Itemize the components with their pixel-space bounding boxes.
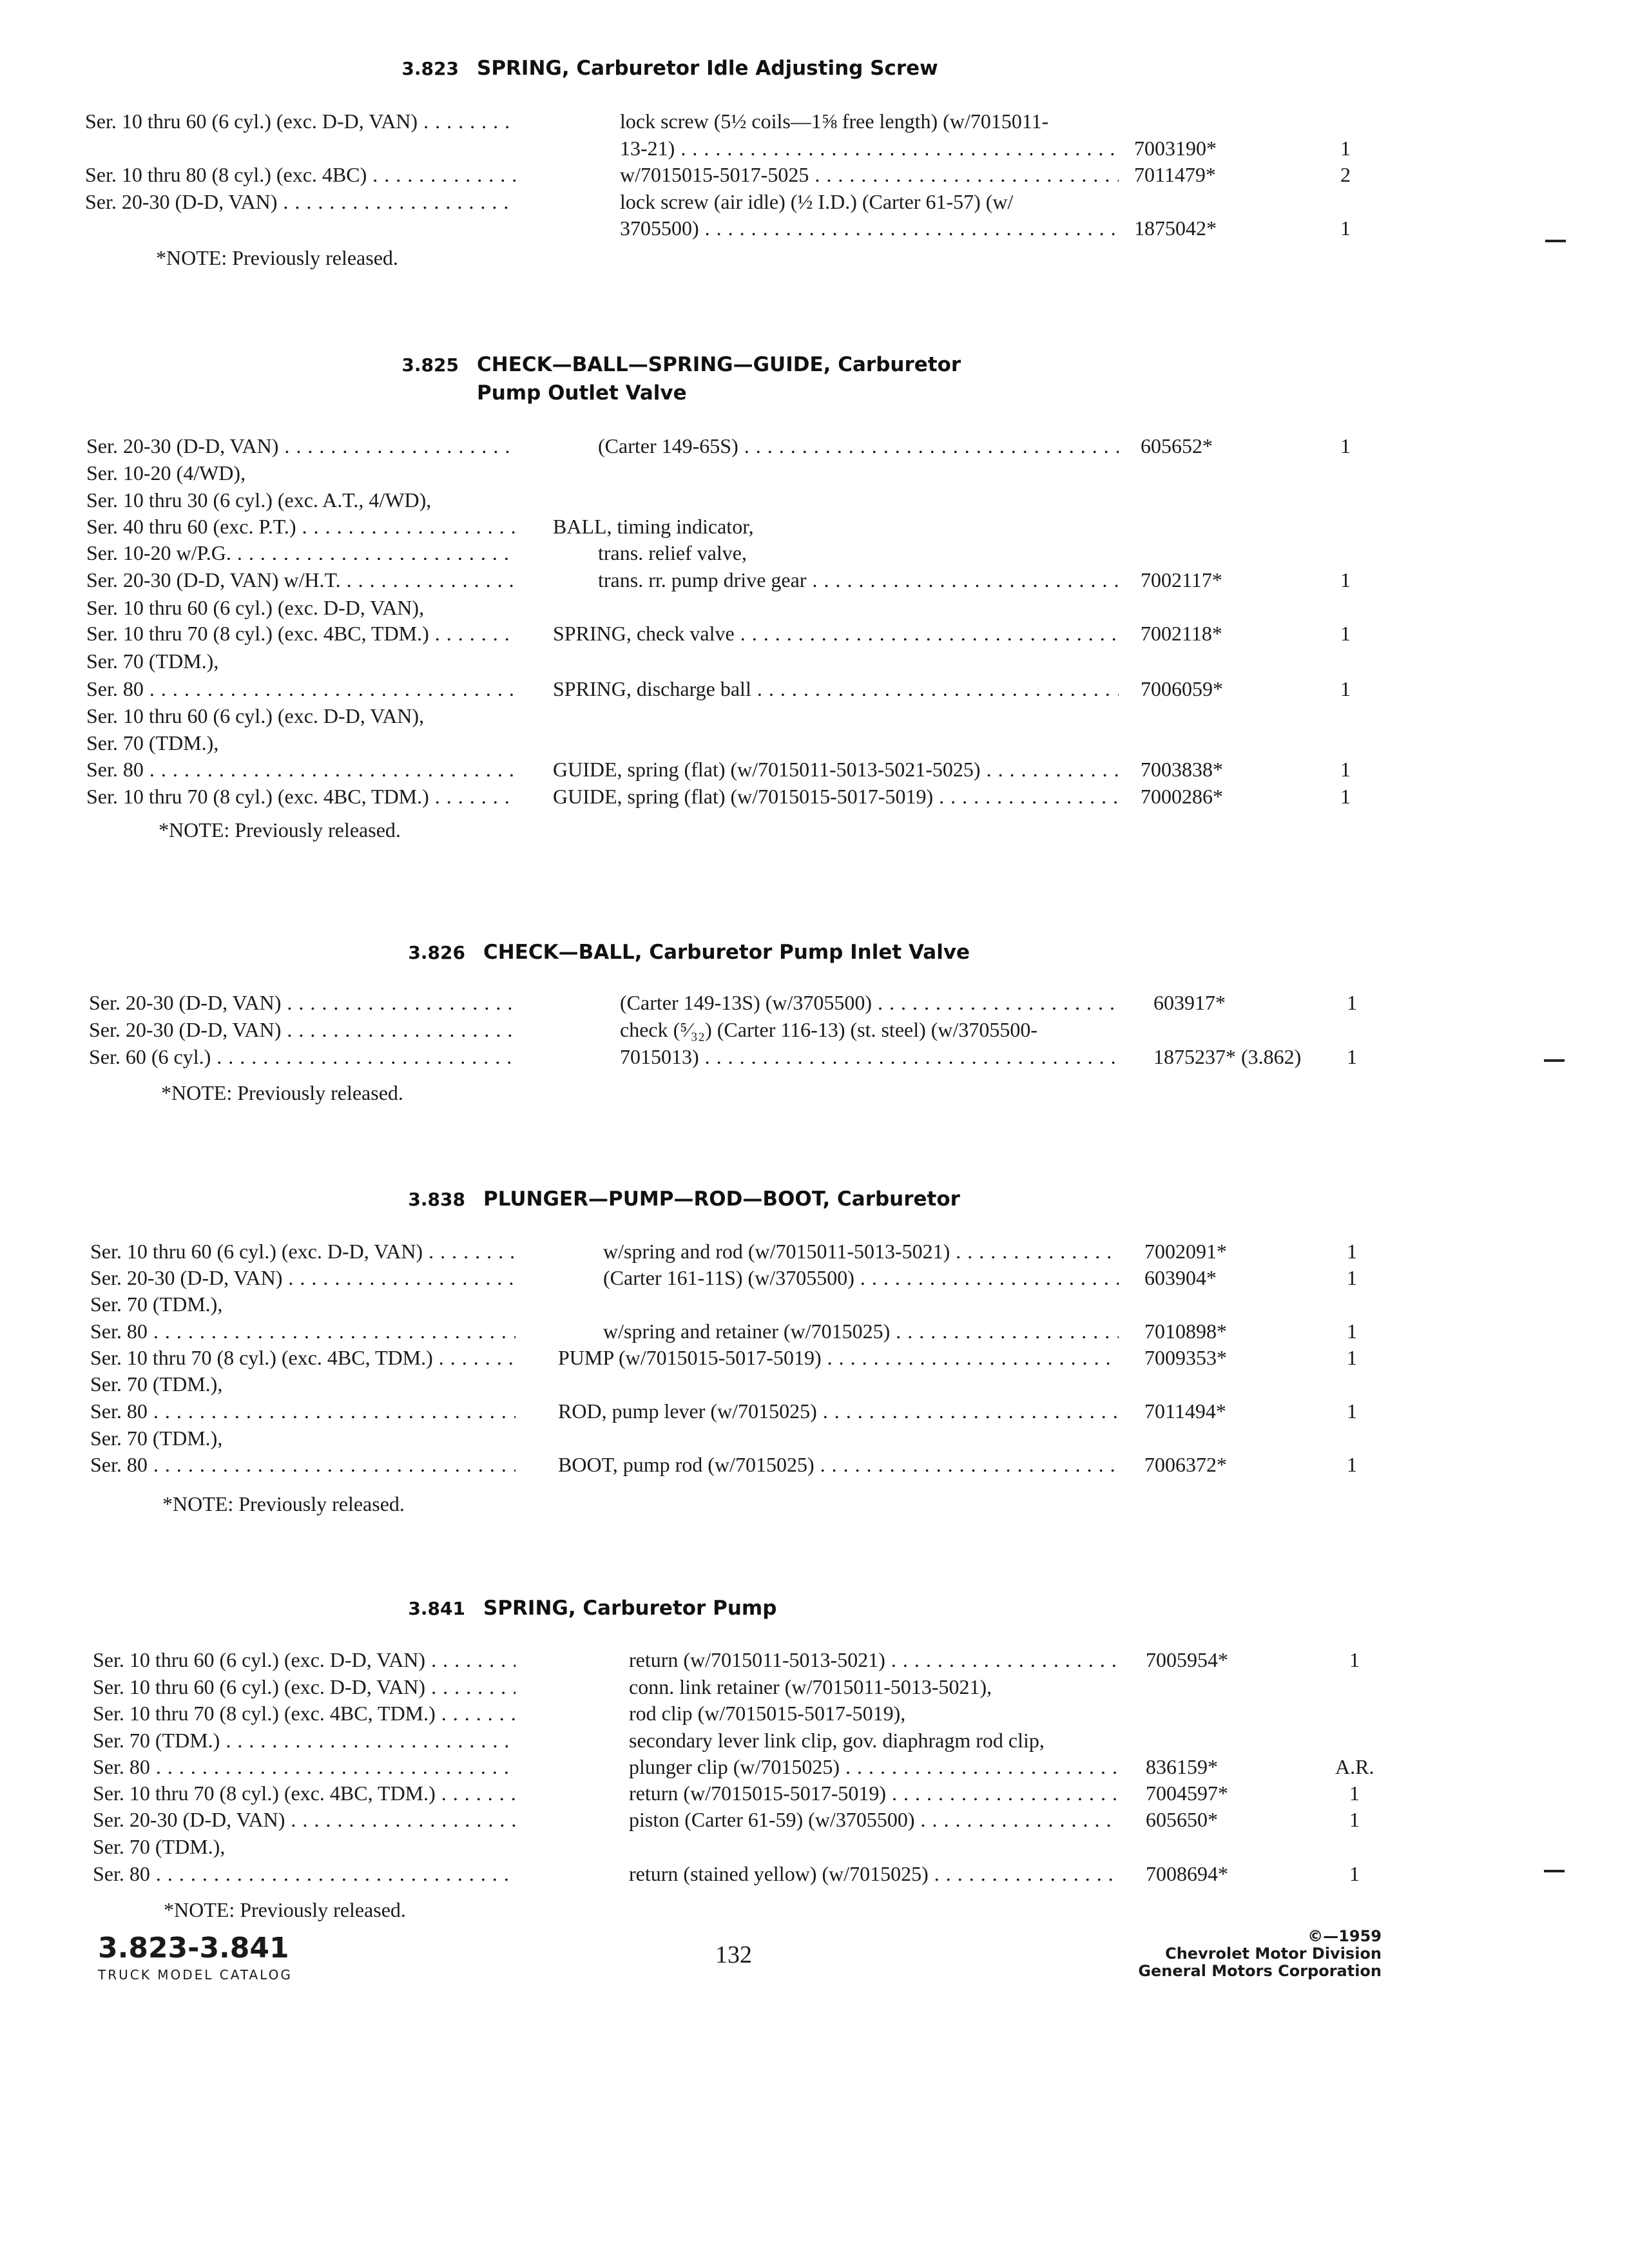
- quantity: 1: [1349, 1648, 1360, 1671]
- part-number: 603917*: [1153, 991, 1226, 1014]
- part-description: conn. link retainer (w/7015011-5013-5021),: [629, 1675, 992, 1698]
- part-number: 603904*: [1144, 1266, 1217, 1289]
- series-applicability: Ser. 70 (TDM.),: [90, 1372, 223, 1396]
- series-applicability: Ser. 10 thru 60 (6 cyl.) (exc. D-D, VAN) . . .: [93, 1674, 516, 1700]
- part-description: return (w/7015015-5017-5019) . . .: [629, 1780, 1119, 1806]
- margin-mark: [1545, 240, 1566, 242]
- part-description: (Carter 149-65S) . . .: [598, 433, 1119, 459]
- series-applicability: Ser. 10 thru 70 (8 cyl.) (exc. 4BC, TDM.) . . .: [86, 620, 516, 646]
- series-applicability: Ser. 20-30 (D-D, VAN) . . .: [89, 990, 516, 1015]
- copyright: ©—1959: [1307, 1927, 1382, 1945]
- part-description: trans. relief valve,: [598, 541, 747, 564]
- part-description: lock screw (5½ coils—1⅝ free length) (w/7015011-: [620, 110, 1049, 133]
- quantity: 1: [1347, 1240, 1357, 1263]
- part-number: 7003838*: [1141, 758, 1223, 781]
- part-description: 7015013) . . .: [620, 1044, 1119, 1070]
- quantity: A.R.: [1335, 1755, 1374, 1778]
- series-applicability: Ser. 70 (TDM.),: [86, 731, 219, 754]
- part-number: 7004597*: [1146, 1782, 1228, 1805]
- section-number: 3.823: [401, 58, 459, 79]
- part-description: SPRING, check valve . . .: [553, 620, 1119, 646]
- part-number: 7002091*: [1144, 1240, 1227, 1263]
- section-title: CHECK—BALL, Carburetor Pump Inlet Valve: [483, 941, 970, 964]
- part-description: piston (Carter 61-59) (w/3705500) . . .: [629, 1807, 1119, 1832]
- part-number: 605652*: [1141, 434, 1213, 457]
- footer-catalog-name: TRUCK MODEL CATALOG: [98, 1967, 293, 1983]
- section-title: CHECK—BALL—SPRING—GUIDE, Carburetor: [477, 353, 961, 376]
- footer-section-code: 3.823-3.841: [98, 1932, 289, 1965]
- series-applicability: Ser. 70 (TDM.) . . .: [93, 1727, 516, 1753]
- part-description: w/7015015-5017-5025 . . .: [620, 162, 1119, 187]
- quantity: 1: [1340, 136, 1351, 160]
- part-number: 7009353*: [1144, 1346, 1227, 1369]
- part-description: plunger clip (w/7015025) . . .: [629, 1754, 1119, 1780]
- quantity: 1: [1347, 1453, 1357, 1476]
- series-applicability: Ser. 10 thru 70 (8 cyl.) (exc. 4BC, TDM.) . . .: [93, 1780, 516, 1806]
- series-applicability: Ser. 20-30 (D-D, VAN) . . .: [85, 189, 516, 215]
- series-applicability: Ser. 10 thru 70 (8 cyl.) (exc. 4BC, TDM.) . . .: [93, 1700, 516, 1726]
- section-heading: [387, 57, 938, 80]
- quantity: 1: [1347, 1346, 1357, 1369]
- series-applicability: Ser. 20-30 (D-D, VAN) w/H.T. . . .: [86, 567, 516, 593]
- quantity: 1: [1349, 1808, 1360, 1831]
- part-description: return (w/7015011-5013-5021) . . .: [629, 1647, 1119, 1673]
- part-description: (Carter 161-11S) (w/3705500) . . .: [603, 1265, 1119, 1291]
- series-applicability: Ser. 20-30 (D-D, VAN) . . .: [93, 1807, 516, 1832]
- series-applicability: Ser. 80 . . .: [86, 676, 516, 702]
- part-number: 7006372*: [1144, 1453, 1227, 1476]
- section-note: *NOTE: Previously released.: [162, 1492, 405, 1515]
- part-description: 13-21) . . .: [620, 135, 1119, 161]
- part-number: 7011479*: [1134, 163, 1216, 186]
- quantity: 1: [1340, 677, 1351, 700]
- series-applicability: Ser. 80 . . .: [90, 1452, 516, 1477]
- part-number: 1875237* (3.862): [1153, 1045, 1302, 1068]
- quantity: 1: [1340, 434, 1351, 457]
- series-applicability: Ser. 10 thru 60 (6 cyl.) (exc. D-D, VAN),: [86, 596, 425, 619]
- series-applicability: Ser. 70 (TDM.),: [86, 649, 219, 673]
- series-applicability: Ser. 70 (TDM.),: [93, 1835, 226, 1858]
- part-description: GUIDE, spring (flat) (w/7015011-5013-5021-5025) . . .: [553, 756, 1119, 782]
- series-applicability: Ser. 20-30 (D-D, VAN) . . .: [90, 1265, 516, 1291]
- part-description: secondary lever link clip, gov. diaphragm rod clip,: [629, 1729, 1045, 1752]
- quantity: 1: [1340, 216, 1351, 240]
- quantity: 1: [1347, 1399, 1357, 1423]
- part-number: 836159*: [1146, 1755, 1218, 1778]
- section-number: 3.825: [401, 354, 459, 376]
- publisher-block: [1044, 1928, 1382, 1980]
- quantity: 1: [1349, 1862, 1360, 1885]
- part-description: return (stained yellow) (w/7015025) . . .: [629, 1861, 1119, 1887]
- section-number: 3.838: [408, 1189, 465, 1210]
- series-applicability: Ser. 80 . . .: [90, 1398, 516, 1424]
- series-applicability: Ser. 10 thru 30 (6 cyl.) (exc. A.T., 4/WD),: [86, 488, 432, 512]
- series-applicability: Ser. 10 thru 60 (6 cyl.) (exc. D-D, VAN),: [86, 704, 425, 727]
- quantity: 1: [1347, 1045, 1357, 1068]
- part-number: 7011494*: [1144, 1399, 1226, 1423]
- part-number: 7000286*: [1141, 785, 1223, 808]
- series-applicability: Ser. 80 . . .: [93, 1754, 516, 1780]
- quantity: 1: [1347, 991, 1357, 1014]
- section-note: *NOTE: Previously released.: [159, 818, 401, 841]
- quantity: 1: [1349, 1782, 1360, 1805]
- section-note: *NOTE: Previously released.: [161, 1081, 403, 1104]
- series-applicability: Ser. 10 thru 60 (6 cyl.) (exc. D-D, VAN) . . .: [85, 108, 516, 134]
- series-applicability: Ser. 20-30 (D-D, VAN) . . .: [86, 433, 516, 459]
- part-description: (Carter 149-13S) (w/3705500) . . .: [620, 990, 1119, 1015]
- series-applicability: Ser. 10 thru 70 (8 cyl.) (exc. 4BC, TDM.) . . .: [86, 783, 516, 809]
- part-number: 7006059*: [1141, 677, 1223, 700]
- section-note: *NOTE: Previously released.: [164, 1898, 406, 1921]
- series-applicability: Ser. 80 . . .: [86, 756, 516, 782]
- part-number: 7008694*: [1146, 1862, 1228, 1885]
- section-title: SPRING, Carburetor Idle Adjusting Screw: [477, 57, 938, 80]
- part-number: 1875042*: [1134, 216, 1217, 240]
- series-applicability: Ser. 10 thru 70 (8 cyl.) (exc. 4BC, TDM.) . . .: [90, 1345, 516, 1370]
- quantity: 2: [1340, 163, 1351, 186]
- series-applicability: Ser. 40 thru 60 (exc. P.T.) . . .: [86, 514, 516, 539]
- part-description: 3705500) . . .: [620, 215, 1119, 241]
- part-description: PUMP (w/7015015-5017-5019) . . .: [558, 1345, 1119, 1370]
- division-name: Chevrolet Motor Division: [1165, 1945, 1382, 1963]
- quantity: 1: [1340, 568, 1351, 591]
- series-applicability: Ser. 70 (TDM.),: [90, 1293, 223, 1316]
- part-description: GUIDE, spring (flat) (w/7015015-5017-5019) . . .: [553, 783, 1119, 809]
- corporation-name: General Motors Corporation: [1138, 1962, 1382, 1980]
- part-number: 7003190*: [1134, 136, 1217, 160]
- section-heading: [387, 353, 961, 405]
- part-description: ROD, pump lever (w/7015025) . . .: [558, 1398, 1119, 1424]
- section-number: 3.841: [408, 1598, 465, 1619]
- series-applicability: Ser. 10-20 w/P.G. . . .: [86, 540, 516, 566]
- part-description: lock screw (air idle) (½ I.D.) (Carter 61-57) (w/: [620, 189, 1014, 213]
- part-description: w/spring and rod (w/7015011-5013-5021) . . .: [603, 1238, 1119, 1264]
- margin-mark: [1544, 1059, 1565, 1062]
- series-applicability: Ser. 70 (TDM.),: [90, 1427, 223, 1450]
- series-applicability: Ser. 10 thru 80 (8 cyl.) (exc. 4BC) . . .: [85, 162, 516, 187]
- series-applicability: Ser. 10-20 (4/WD),: [86, 461, 246, 485]
- part-description: BALL, timing indicator,: [553, 515, 754, 538]
- part-number: 7005954*: [1146, 1648, 1228, 1671]
- section-heading: [393, 1597, 776, 1620]
- series-applicability: Ser. 20-30 (D-D, VAN) . . .: [89, 1017, 516, 1043]
- part-description: SPRING, discharge ball . . .: [553, 676, 1119, 702]
- part-description: check (⁵⁄₃₂) (Carter 116-13) (st. steel) (w/3705500-: [620, 1018, 1038, 1041]
- series-applicability: Ser. 10 thru 60 (6 cyl.) (exc. D-D, VAN) . . .: [90, 1238, 516, 1264]
- part-description: trans. rr. pump drive gear . . .: [598, 567, 1119, 593]
- part-description: BOOT, pump rod (w/7015025) . . .: [558, 1452, 1119, 1477]
- part-description: w/spring and retainer (w/7015025) . . .: [603, 1318, 1119, 1344]
- quantity: 1: [1340, 758, 1351, 781]
- part-number: 7010898*: [1144, 1320, 1227, 1343]
- quantity: 1: [1340, 622, 1351, 645]
- series-applicability: Ser. 60 (6 cyl.) . . .: [89, 1044, 516, 1070]
- margin-mark: [1544, 1870, 1565, 1872]
- section-number: 3.826: [408, 942, 465, 963]
- section-title: Pump Outlet Valve: [477, 381, 687, 405]
- quantity: 1: [1347, 1320, 1357, 1343]
- section-title: SPRING, Carburetor Pump: [483, 1597, 777, 1620]
- part-number: 605650*: [1146, 1808, 1218, 1831]
- quantity: 1: [1340, 785, 1351, 808]
- section-title: PLUNGER—PUMP—ROD—BOOT, Carburetor: [483, 1187, 960, 1211]
- series-applicability: Ser. 10 thru 60 (6 cyl.) (exc. D-D, VAN) . . .: [93, 1647, 516, 1673]
- section-note: *NOTE: Previously released.: [156, 246, 398, 269]
- series-applicability: Ser. 80 . . .: [90, 1318, 516, 1344]
- series-applicability: Ser. 80 . . .: [93, 1861, 516, 1887]
- section-heading: [393, 1187, 960, 1211]
- section-heading: [393, 941, 970, 964]
- part-description: rod clip (w/7015015-5017-5019),: [629, 1702, 906, 1725]
- part-number: 7002117*: [1141, 568, 1222, 591]
- page-number: 132: [715, 1941, 752, 1968]
- quantity: 1: [1347, 1266, 1357, 1289]
- part-number: 7002118*: [1141, 622, 1222, 645]
